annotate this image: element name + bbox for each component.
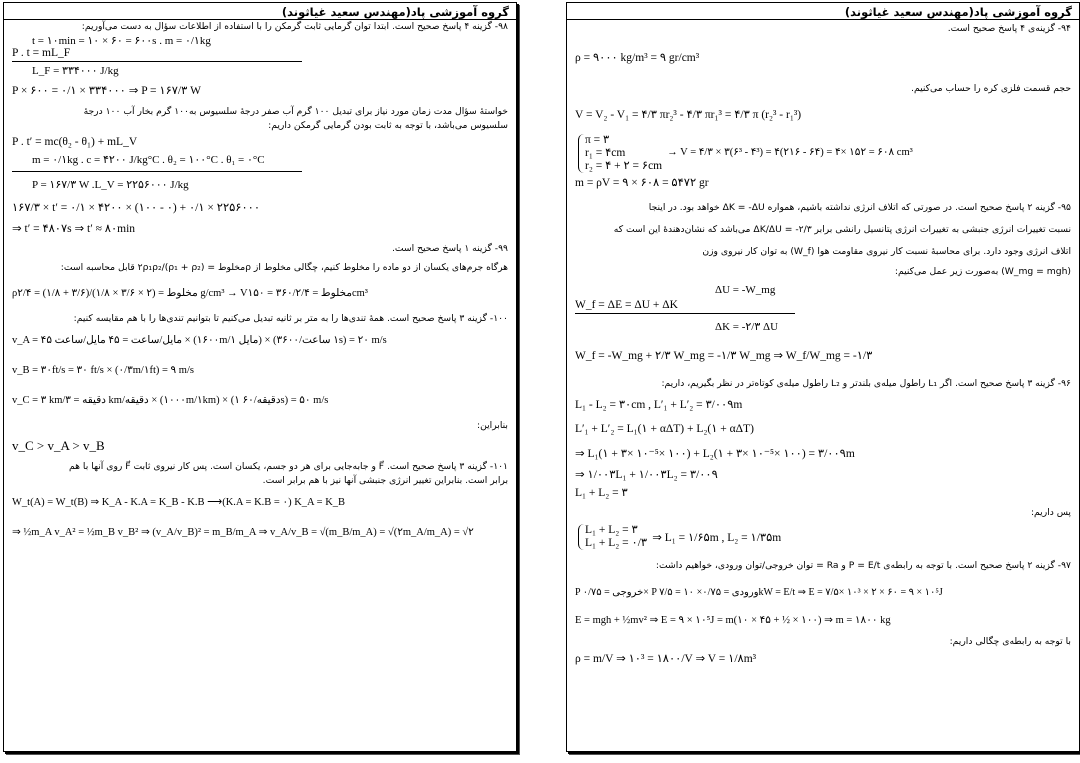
q96-brace-result: ⇒ L₁ = ۱/۶۵m , L₂ = ۱/۳۵m — [652, 532, 782, 544]
q95-line4: (W_mg = mgh) به‌صورت زیر عمل می‌کنیم: — [894, 266, 1071, 277]
q94-text: حجم قسمت فلزی کره را حساب می‌کنیم. — [911, 83, 1071, 94]
q95-eq1-over: ΔU = -W_mg — [715, 284, 776, 296]
q100-therefore: بنابراین: — [477, 420, 508, 431]
q96-eq5: L₁ + L₂ = ۳ — [575, 487, 628, 499]
q97-eq2: E = mgh + ½mv² ⇒ E = ۹ × ۱۰⁵J = m(۱۰ × ۴۵ + ½ × ۱۰۰) ⇒ m = ۱۸۰۰ kg — [575, 615, 891, 626]
q98-intro: ۹۸- گزینه ۴ پاسخ صحیح است. ابتدا توان گرمایی ثابت گرمکن را با استفاده از اطلاعات سؤال به دست می‌آوریم: — [81, 21, 508, 32]
q95-line1: ۹۵- گزینه ۲ پاسخ صحیح است. در صورتی که اتلاف انرژی نداشته باشیم، همواره ΔK = -ΔU خواهد بود. در اینجا — [648, 202, 1071, 213]
q99-text: هرگاه جرم‌های یکسان از دو ماده را مخلوط کنیم، چگالی مخلوط از ρمخلوط = ۲ρ₁ρ₂/(ρ₁ + ρ₂) قابل محاسبه است: — [60, 262, 508, 273]
q94-brace-1: π = ۳ — [585, 134, 610, 146]
q96-intro: ۹۶- گزینه ۳ پاسخ صحیح است. اگر L₁ راطول میله‌ی بلندتر و L₂ راطول میله‌ی کوتاه‌تر در نظر بگیریم، داریم: — [661, 378, 1071, 389]
q98-eq4: ۱۶۷/۳ × t′ = ۰/۱ × ۴۲۰۰ × (۱۰۰ - ۰) + ۰/۱ × ۲۲۵۶۰۰۰ — [12, 202, 261, 214]
q95-line3: اتلاف انرژی وجود دارد. برای محاسبهٔ نسبت کار نیروی مقاومت هوا (W_f) به توان کار نیروی وزن — [702, 246, 1071, 257]
q96-then: پس داریم: — [1030, 507, 1071, 518]
q101-eq2: ⇒ ½m_A v_A² = ½m_B v_B² ⇒ (v_A/v_B)² = m_B/m_A ⇒ v_A/v_B = √(m_B/m_A) = √(۲m_A/m_A) = √۲ — [12, 527, 474, 538]
q94-intro: ۹۴- گزینه‌ی ۴ پاسخ صحیح است. — [947, 23, 1071, 34]
q94-eq1: ρ = ۹۰۰۰ kg/m³ = ۹ gr/cm³ — [575, 52, 700, 64]
q100-intro: ۱۰۰- گزینه ۳ پاسخ صحیح است. همهٔ تندی‌ها را به متر بر ثانیه تبدیل می‌کنیم تا بتوانیم تندی‌ها را با هم مقایسه کنیم: — [73, 313, 508, 324]
q101-intro1: ۱۰۱- گزینه ۳ پاسخ صحیح است. F⃗ و جابه‌جایی برای هر دو جسم، یکسان است. پس کار نیروی ثابت F⃗ روی آنها با هم — [69, 461, 508, 472]
q97-eq3: ρ = m/V ⇒ ۱۰³ = ۱۸۰۰/V ⇒ V = ۱/۸m³ — [575, 653, 757, 665]
right-page — [566, 2, 1080, 752]
q95-line2: نسبت تغییرات انرژی جنبشی به تغییرات انرژی پتانسیل رانشی برابر ΔK/ΔU = -۲/۳ می‌باشد که نشان‌دهندهٔ این است که — [613, 224, 1071, 235]
q101-eq1: W_t(A) = W_t(B) ⇒ K_A - K.A = K_B - K.B ⟶(K.A = K.B = ۰) K_A = K_B — [12, 497, 346, 508]
q96-brace-2: L₁ + L₂ = ۰/۳ — [585, 537, 648, 549]
page-header: گروه آموزشی پاد(مهندس سعید غیاثوند) — [567, 3, 1079, 20]
right-page-body — [567, 20, 1079, 668]
q96-eq2: L′₁ + L′₂ = L₁(۱ + αΔT) + L₂(۱ + αΔT) — [575, 423, 754, 435]
q99-eq: ρمخلوط = (۲ × ۳/۶ × ۱/۸)/(۳/۶ + ۱/۸) = ۲/۴ g/cm³ → Vمخلوط = ۳۶۰/۲/۴ = ۱۵۰cm³ — [12, 288, 368, 299]
q94-brace-2: r₁ = ۴cm — [585, 147, 626, 159]
left-page-body — [4, 20, 516, 548]
q97-text: با توجه به رابطه‌ی چگالی داریم: — [949, 636, 1071, 647]
q98-eq2: P × ۶۰۰ = ۰/۱ × ۳۳۴۰۰۰ ⇒ P = ۱۶۷/۳ W — [12, 85, 202, 97]
q96-eq4: ⇒ ۱/۰۰۳L₁ + ۱/۰۰۳L₂ = ۳/۰۰۹ — [575, 469, 718, 481]
q95-eq2: W_f = -W_mg + ۲/۳ W_mg = -۱/۳ W_mg ⇒ W_f/W_mg = -۱/۳ — [575, 350, 873, 362]
q98-text2b: سلسیوس می‌باشد، با توجه به ثابت بودن گرمایی گرمکن داریم: — [268, 120, 508, 131]
arrow-rule — [575, 313, 795, 314]
q98-eq3: P . t′ = mc(θ₂ - θ₁) + mL_V — [12, 136, 138, 148]
q94-eq3: m = ρV = ۹ × ۶۰۸ = ۵۴۷۲ gr — [575, 177, 709, 189]
q94-brace-3: r₂ = ۴ + ۲ = ۶cm — [585, 160, 663, 172]
q100-vA: v_A = ۴۵ مایل/ساعت = ۴۵ مایل/ساعت × (۱۶۰۰m/۱ مایل) × (۱ ساعت/۳۶۰۰s) = ۲۰ m/s — [12, 335, 387, 346]
q96-brace — [578, 524, 647, 550]
arrow-rule — [12, 61, 302, 62]
q95-eq1-under: ΔK = -۲/۳ ΔU — [715, 321, 779, 333]
q94-brace-result: → V = ۴/۳ × ۳(۶³ - ۴³) = ۴(۲۱۶ - ۶۴) = ۴× ۱۵۲ = ۶۰۸ cm³ — [667, 146, 913, 158]
q100-result: v_C > v_A > v_B — [12, 438, 105, 453]
q98-eq1: P . t = mL_F — [12, 47, 71, 59]
q96-brace-1: L₁ + L₂ = ۳ — [585, 524, 638, 536]
q98-eq1-under: L_F = ۳۳۴۰۰۰ J/kg — [32, 65, 119, 77]
q98-eq3-over: m = ۰/۱kg . c = ۴۲۰۰ J/kg°C . θ₂ = ۱۰۰°C . θ₁ = ۰°C — [32, 154, 265, 166]
q98-eq1-over: t = ۱۰min = ۱۰ × ۶۰ = ۶۰۰s . m = ۰/۱kg — [32, 35, 211, 47]
page-header: گروه آموزشی پاد(مهندس سعید غیاثوند) — [4, 3, 516, 20]
q98-eq5: ⇒ t′ = ۴۸۰۷s ⇒ t′ ≈ ۸۰min — [12, 223, 136, 235]
q98-eq3-under: P = ۱۶۷/۳ W .L_V = ۲۲۵۶۰۰۰ J/kg — [32, 179, 189, 191]
q97-intro: ۹۷- گزینه ۲ پاسخ صحیح است. با توجه به رابطه‌ی P = E/t و Ra = توان خروجی/توان ورودی، خواهیم داشت: — [655, 560, 1071, 571]
q98-text2a: خواستهٔ سؤال مدت زمان مورد نیاز برای تبدیل ۱۰۰ گرم آب صفر درجهٔ سلسیوس به۱۰۰ گرم بخار آب ۱۰۰ درجهٔ — [83, 106, 508, 117]
left-page — [3, 2, 517, 752]
q94-brace — [578, 134, 662, 173]
q101-intro2: برابر است. بنابراین تغییر انرژی جنبشی آنها نیز با هم برابر است. — [262, 475, 508, 486]
q99-intro: ۹۹- گزینه ۱ پاسخ صحیح است. — [391, 243, 508, 254]
q100-vC: v_C = ۳ km/دقیقه = ۳ km/دقیقه × (۱۰۰۰m/۱km) × (۱ دقیقه/۶۰s) = ۵۰ m/s — [12, 395, 329, 406]
q95-eq1: W_f = ΔE = ΔU + ΔK — [575, 299, 678, 311]
arrow-rule — [12, 171, 302, 172]
q96-eq3: ⇒ L₁(۱ + ۳× ۱۰⁻⁵× ۱۰۰) + L₂(۱ + ۳× ۱۰⁻⁵× ۱۰۰) = ۳/۰۰۹m — [575, 448, 855, 460]
q100-vB: v_B = ۳۰ft/s = ۳۰ ft/s × (۰/۳m/۱ft) = ۹ m/s — [12, 365, 194, 376]
q96-eq1: L₁ - L₂ = ۳۰cm , L′₁ + L′₂ = ۳/۰۰۹m — [575, 399, 743, 411]
q94-eq2: V = V₂ - V₁ = ۴/۳ πr₂³ - ۴/۳ πr₁³ = ۴/۳ π (r₂³ - r₁³) — [575, 109, 802, 121]
q97-eq1: P خروجی = ۰/۷۵× P ورودی = ۰/۷۵× ۱۰ = ۷/۵kW = E/t ⇒ E = ۷/۵× ۱۰³ × ۲ × ۶۰ = ۹ × ۱۰⁵J — [575, 587, 943, 598]
